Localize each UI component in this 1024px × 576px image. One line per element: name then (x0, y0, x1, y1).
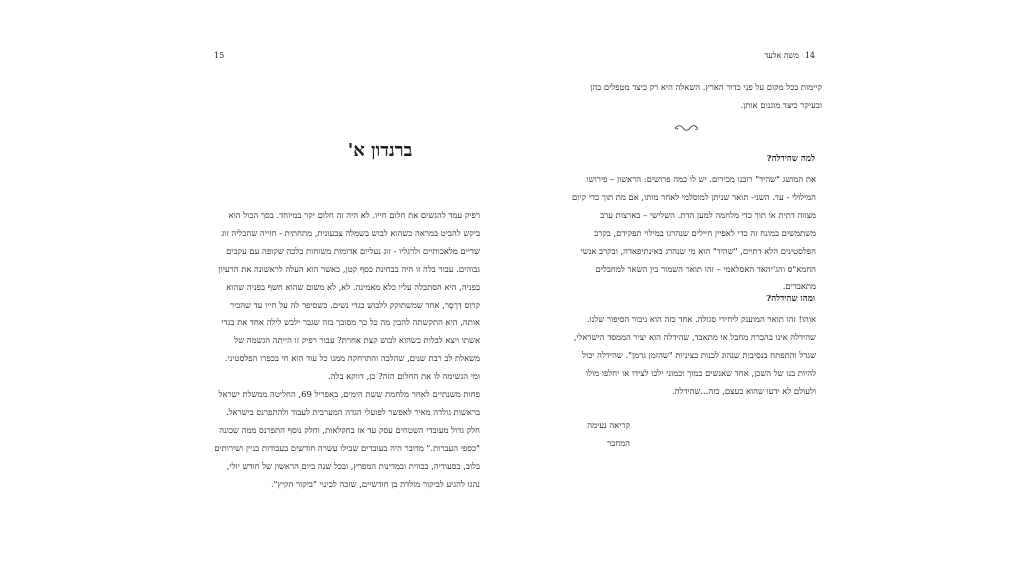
section-text: אוהו! זהו תואר המוענק ליחידי סגולה. אחד כזה הוא גיבור הסיפור שלנו. שהידלה אינו בהכרח מחבל או מתאבד, שהידלה הוא יציר הממסד הישראלי, שגדל והתפתח בנסיבות שנהוג לכנות בציניות "שהזמן גרמן". שהידלה יכול להיות בנו של השכן, אחד שאנשים כמוך וכמוני ילכו לצידו או יחלפו מולו ולעולם לא ידעו שהוא בעצם, כזה...שהידלה. (573, 314, 816, 396)
right-page (512, 0, 824, 576)
signature-line: המחבר (607, 437, 630, 448)
chapter-body (214, 207, 480, 494)
signature-line: קריאה נעימה (587, 420, 630, 430)
author-name: משה אלעד (764, 51, 799, 60)
swirl-ornament-icon (674, 124, 700, 132)
section-text: את המושג "שהיד" רובנו מכירים. יש לו כמה פרושים: הראשון – פירושו המילולי - עד. השני- תואר שניתן למוסלמי לאחר מותו, אם מת תוך כדי קיום מצווה דתית או תוך כדי מלחמה למען הדת. השלישי – בארצות ערב משתמשים במונח זה כדי לאפיין חיילים שנהרגו במילוי תפקידם, בקרב הפלסטינים הלא דתיים, "שהיד" הוא מי שנהרג באינתיפאדה, ובקרב אנשי החמא"ס והג'יהאד האסלאמי – זהו תואר השמור בין השאר למחבלים מתאבדים. (572, 174, 816, 292)
section-heading: ומהו שהידלה? (766, 294, 815, 304)
page-number: 15 (214, 51, 225, 60)
paragraph: רפיק עמד להגשים את חלום חייו. לא היה זה חלום יקר במיוחד. בסך הכול הוא ביקש להביט במראה כשהוא לבוש בשמלה צבעונית, מתחתית - חזייה שחבליה זוג שדיים מלאכותיים ולרגליו - זוג נעליים אדומות משוחות בלכה שקופה עם עקבים גבוהים. עבור בלה זו היה בבחינת כסף קטן, כאשר הוא העלה לראשונה את הרעיון בפניה, היא הסתכלה עליו כלא מאמינה. לא, לא משום שהוא חשף בפניה שהוא קרוס דְרֶסֶר, אחד שמשתוקק ללבוש בגדי נשים. כשסיפר לה על חייו עד שהכיר אותה, היא התקשתה להבין מה כל כך מסובך בזה שגבר ילבש לילה אחד את בגדי אשתו ויצא לבלות כשהוא לבוש קצת אחרת? עבור רפיק זו הייתה הגשמה של משאלת לב רבת שנים, שהלכה והתרחקה ממנו כל עוד הוא חי בכפרו הפלסטיני. ומי הגשימה לו את החלום הזה? כן, דווקא בלה. (218, 210, 480, 382)
intro-text: קיימות בכל מקום על פני כדור הארץ. השאלה היא רק כיצד מטפלים בהן ובעיקר כיצד מוגנים אותן. (590, 82, 822, 110)
left-page (200, 0, 500, 576)
chapter-title: ברנדון א' (347, 140, 413, 161)
running-header (764, 51, 815, 60)
section-heading: למה שהידלה? (766, 154, 815, 164)
page-number: 14 (804, 51, 815, 60)
paragraph: פחות משנתיים לאחר מלחמת ששת הימים, באפריל 69, החליטה ממשלת ישראל בראשות גולדה מאיר לאפשר לפועלי הגדה המערבית לעבוד ולהתפרנס בישראל. חלק גדול מעובדי השטחים עסק עד אז בחקלאות, וחלק נוסף התפרנס ממה שכונה "כספי העברות." מדובר היה בעובדים שבילו עשרה חודשים בעבודות בניין ושירותים בלוב, בסעודיה, בכווית ובמדינות המפרץ, ובכל שנה ביום הראשון של חודש יולי, נהגו להגיע לביקור מולדת בן חודשיים, שזכה לכינוי "ביקור הקיץ". (214, 389, 480, 489)
signature (566, 417, 630, 453)
